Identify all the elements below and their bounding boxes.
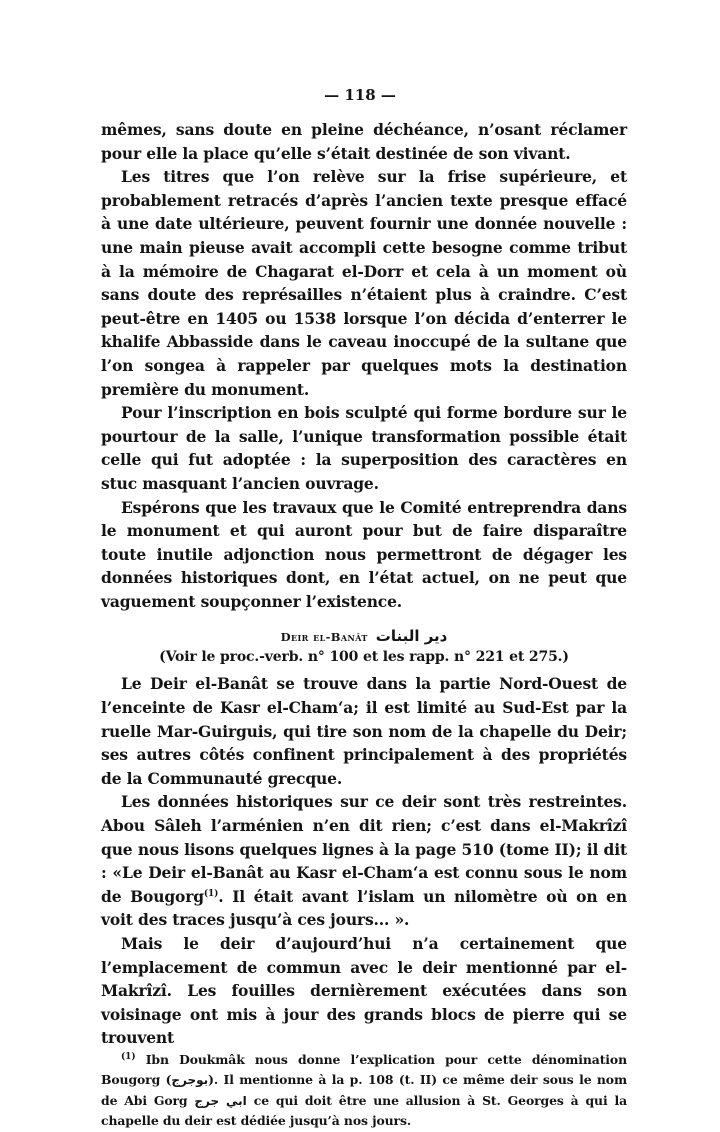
page-number: — 118 — — [324, 86, 396, 104]
paragraph-hope: Espérons que les travaux que le Comité entreprendra dans le monument et qui auront pour but de faire disparaître toute inutile adjonction nous permettront de dégager les données historiques dont, en l’état actuel, on ne peut que vaguement soupçonner l’existence. — [101, 497, 627, 611]
paragraph-inscription: Pour l’inscription en bois sculpté qui forme bordure sur le pourtour de la salle, l’unique transformation possible était celle qui fut adoptée : la superposition des caractères en stuc masquant l’ancien ouvrage. — [101, 403, 627, 493]
footnote-arabic-abi-gorg: ابي جرج — [194, 1093, 247, 1108]
footnote-text: Ibn Doukmâk nous donne l’explication pour cette dénomination Bougorg ( — [101, 1051, 627, 1088]
paragraph-text: Les titres que l’on relève sur la frise supérieure, et probablement retracés d’après l’ancien texte presque effacé à une date ultérieure, peuvent fournir une donnée nouvelle : une main pieuse avait accompli cette besogne comme tribut à la mémoire de Chagarat el-Dorr et cela à un moment où sans doute des représailles n’étaient plus à craindre. C’est peut-être en — [101, 167, 627, 328]
paragraph-text: lorsque l’on décida d’enterrer le khalife Abbasside dans le caveau inoccupé de la sultane que l’on songea à rappeler par quelques mots la destination première du monument. — [101, 308, 627, 399]
paragraph-continued: mêmes, sans doute en pleine déchéance, n’osant réclamer pour elle la place qu’elle s’était destinée de son vivant. — [101, 120, 627, 163]
year-1405: 1405 — [215, 308, 258, 328]
paragraph-titles — [101, 165, 627, 401]
section-title: Deir el-Banât — [280, 630, 368, 645]
footnote-text: ce qui doit être une allusion à St. Georges à qui la chapelle du deir est dédiée jusqu’à nos jours. — [101, 1092, 627, 1129]
section-reference: (Voir le proc.-verb. n° 100 et les rapp. n° 221 et 275.) — [159, 649, 569, 666]
paragraph-current-deir: Mais le deir d’aujourd’hui n’a certainement que l’emplacement de commun avec le deir mentionné par el-Makrîzî. Les fouilles dernièrement exécutées dans son voisinage ont mis à jour des grands blocs de pierre qui se trouvent — [101, 934, 627, 1048]
footnote-marker: (1) — [121, 1051, 136, 1062]
body-text — [101, 118, 627, 1132]
footnote-reference: (1) — [203, 888, 219, 899]
section-title-arabic: دير البنات — [375, 627, 448, 646]
paragraph-text: Les données historiques sur ce deir sont très restreintes. Abou Sâleh l’arménien n’en dit rien; c’est dans el-Makrîzî que nous lisons quelques lignes à la page 510 (tome II); il dit : «Le Deir el-Banât au Kasr el-Cham‘a est connu sous le nom de Bougorg — [101, 792, 627, 906]
footnote-text: ). Il mentionne à la p. 108 (t. II) ce même deir sous le nom de Abi Gorg — [101, 1072, 627, 1108]
year-1538: 1538 — [293, 308, 337, 328]
footnote-arabic-bougorg: بوجرج — [171, 1073, 209, 1088]
paragraph-history — [101, 790, 627, 932]
paragraph-text: . Il était avant l’islam un nilomètre où on en voit des traces jusqu’à ces jours... ». — [101, 886, 627, 930]
paragraph-location: Le Deir el-Banât se trouve dans la partie Nord-Ouest de l’enceinte de Kasr el-Cham‘a; il est limité au Sud-Est par la ruelle Mar-Guirguis, qui tire son nom de la chapelle du Deir; ses autres côtés confinent principalement à des propriétés de la Communauté grecque. — [101, 674, 627, 788]
conjunction: ou — [257, 308, 294, 328]
section-heading — [101, 627, 627, 646]
footnote — [101, 1050, 627, 1132]
